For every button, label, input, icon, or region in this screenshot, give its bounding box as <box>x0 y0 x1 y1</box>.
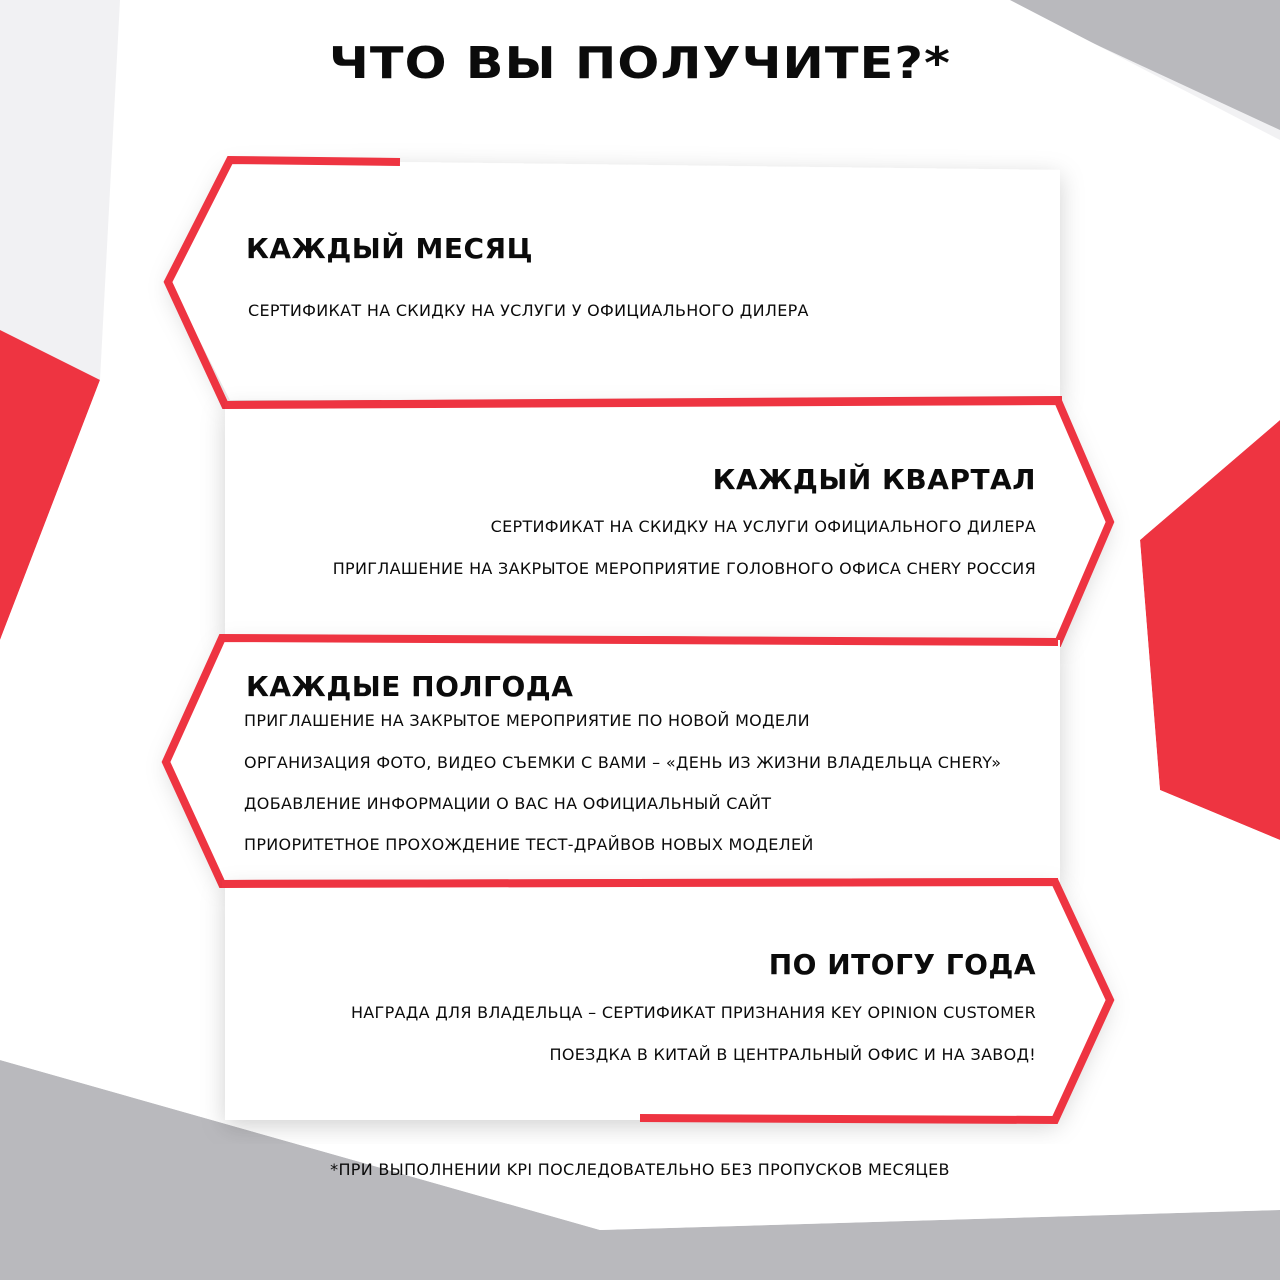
section-item: СЕРТИФИКАТ НА СКИДКУ НА УСЛУГИ У ОФИЦИАЛЬНОГО ДИЛЕРА <box>248 301 809 320</box>
page-title: ЧТО ВЫ ПОЛУЧИТЕ?* <box>328 38 952 89</box>
section-item: ПРИОРИТЕТНОЕ ПРОХОЖДЕНИЕ ТЕСТ-ДРАЙВОВ НОВЫХ МОДЕЛЕЙ <box>244 835 814 854</box>
section-heading-quarterly: КАЖДЫЙ КВАРТАЛ <box>712 463 1036 496</box>
section-item: ОРГАНИЗАЦИЯ ФОТО, ВИДЕО СЪЕМКИ С ВАМИ – «ДЕНЬ ИЗ ЖИЗНИ ВЛАДЕЛЬЦА CHERY» <box>244 753 1002 772</box>
section-item: СЕРТИФИКАТ НА СКИДКУ НА УСЛУГИ ОФИЦИАЛЬНОГО ДИЛЕРА <box>490 517 1036 536</box>
section-heading-monthly: КАЖДЫЙ МЕСЯЦ <box>246 232 534 265</box>
section-item: НАГРАДА ДЛЯ ВЛАДЕЛЬЦА – СЕРТИФИКАТ ПРИЗНАНИЯ KEY OPINION CUSTOMER <box>350 1003 1036 1022</box>
section-item: ПРИГЛАШЕНИЕ НА ЗАКРЫТОЕ МЕРОПРИЯТИЕ ГОЛОВНОГО ОФИСА CHERY РОССИЯ <box>332 559 1036 578</box>
section-item: ПРИГЛАШЕНИЕ НА ЗАКРЫТОЕ МЕРОПРИЯТИЕ ПО НОВОЙ МОДЕЛИ <box>244 711 810 730</box>
section-item: ДОБАВЛЕНИЕ ИНФОРМАЦИИ О ВАС НА ОФИЦИАЛЬНЫЙ САЙТ <box>244 794 772 813</box>
footnote: *ПРИ ВЫПОЛНЕНИИ KPI ПОСЛЕДОВАТЕЛЬНО БЕЗ ПРОПУСКОВ МЕСЯЦЕВ <box>330 1160 950 1179</box>
section-item: ПОЕЗДКА В КИТАЙ В ЦЕНТРАЛЬНЫЙ ОФИС И НА ЗАВОД! <box>549 1045 1036 1064</box>
section-heading-halfyear: КАЖДЫЕ ПОЛГОДА <box>246 670 574 703</box>
section-heading-yearly: ПО ИТОГУ ГОДА <box>768 948 1036 981</box>
panel-monthly <box>170 162 1060 400</box>
panel-yearly <box>225 884 1108 1120</box>
